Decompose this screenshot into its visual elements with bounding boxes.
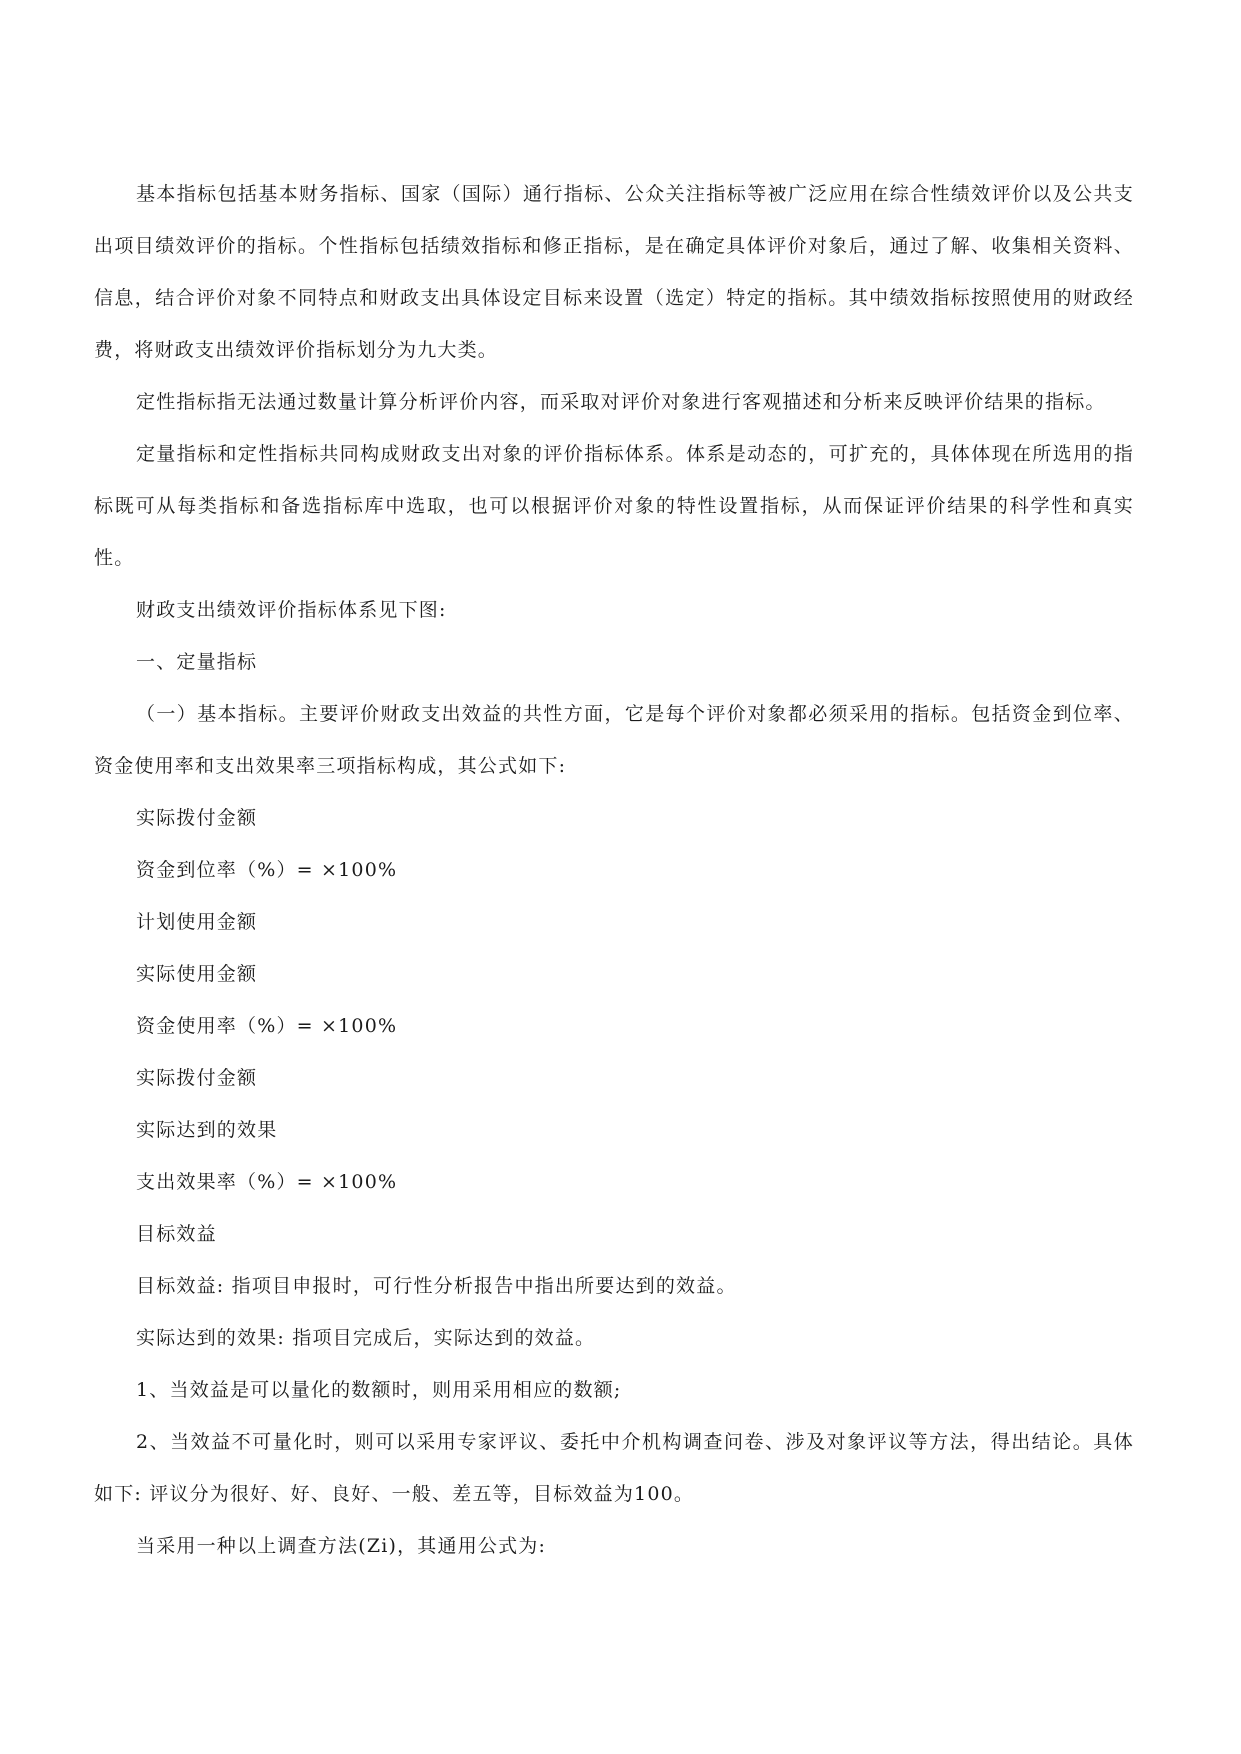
paragraph-qualitative-indicators: 定性指标指无法通过数量计算分析评价内容，而采取对评价对象进行客观描述和分析来反映评价结果的指标。 (136, 391, 1106, 413)
definition-actual-effect: 实际达到的效果: 指项目完成后，实际达到的效益。 (136, 1327, 596, 1349)
paragraph-system-diagram-intro: 财政支出绩效评价指标体系见下图: (136, 599, 447, 621)
document-body (94, 168, 1134, 1572)
formula-expenditure-effect-rate: 支出效果率（%）= ×100% (136, 1171, 398, 1193)
formula-denominator-funds-usage: 实际拨付金额 (136, 1067, 258, 1089)
formula-funds-arrival-rate: 资金到位率（%）= ×100% (136, 859, 398, 881)
list-item-quantifiable: 1、当效益是可以量化的数额时，则用采用相应的数额; (136, 1379, 622, 1401)
formula-numerator-expenditure-effect: 实际达到的效果 (136, 1119, 278, 1141)
formula-denominator-expenditure-effect: 目标效益 (136, 1223, 217, 1245)
paragraph-general-formula-intro: 当采用一种以上调查方法(Zi)，其通用公式为: (136, 1535, 547, 1557)
formula-numerator-funds-arrival: 实际拨付金额 (136, 807, 258, 829)
definition-target-benefit: 目标效益: 指项目申报时，可行性分析报告中指出所要达到的效益。 (136, 1275, 737, 1297)
formula-denominator-funds-arrival: 计划使用金额 (136, 911, 258, 933)
formula-funds-usage-rate: 资金使用率（%）= ×100% (136, 1015, 398, 1037)
paragraph-indicator-system: 定量指标和定性指标共同构成财政支出对象的评价指标体系。体系是动态的，可扩充的，具体体现在所选用的指标既可从每类指标和备选指标库中选取，也可以根据评价对象的特性设置指标，从而保证评价结果的科学性和真实性。 (94, 443, 1134, 569)
list-item-non-quantifiable: 2、当效益不可量化时，则可以采用专家评议、委托中介机构调查问卷、涉及对象评议等方法，得出结论。具体如下: 评议分为很好、好、良好、一般、差五等，目标效益为100。 (94, 1431, 1134, 1505)
section-heading-quantitative: 一、定量指标 (136, 651, 258, 673)
formula-numerator-funds-usage: 实际使用金额 (136, 963, 258, 985)
paragraph-basic-indicator-definition: （一）基本指标。主要评价财政支出效益的共性方面，它是每个评价对象都必须采用的指标。包括资金到位率、资金使用率和支出效果率三项指标构成，其公式如下: (94, 703, 1134, 777)
paragraph-basic-indicators: 基本指标包括基本财务指标、国家（国际）通行指标、公众关注指标等被广泛应用在综合性绩效评价以及公共支出项目绩效评价的指标。个性指标包括绩效指标和修正指标，是在确定具体评价对象后，通过了解、收集相关资料、信息，结合评价对象不同特点和财政支出具体设定目标来设置（选定）特定的指标。其中绩效指标按照使用的财政经费，将财政支出绩效评价指标划分为九大类。 (94, 183, 1134, 361)
